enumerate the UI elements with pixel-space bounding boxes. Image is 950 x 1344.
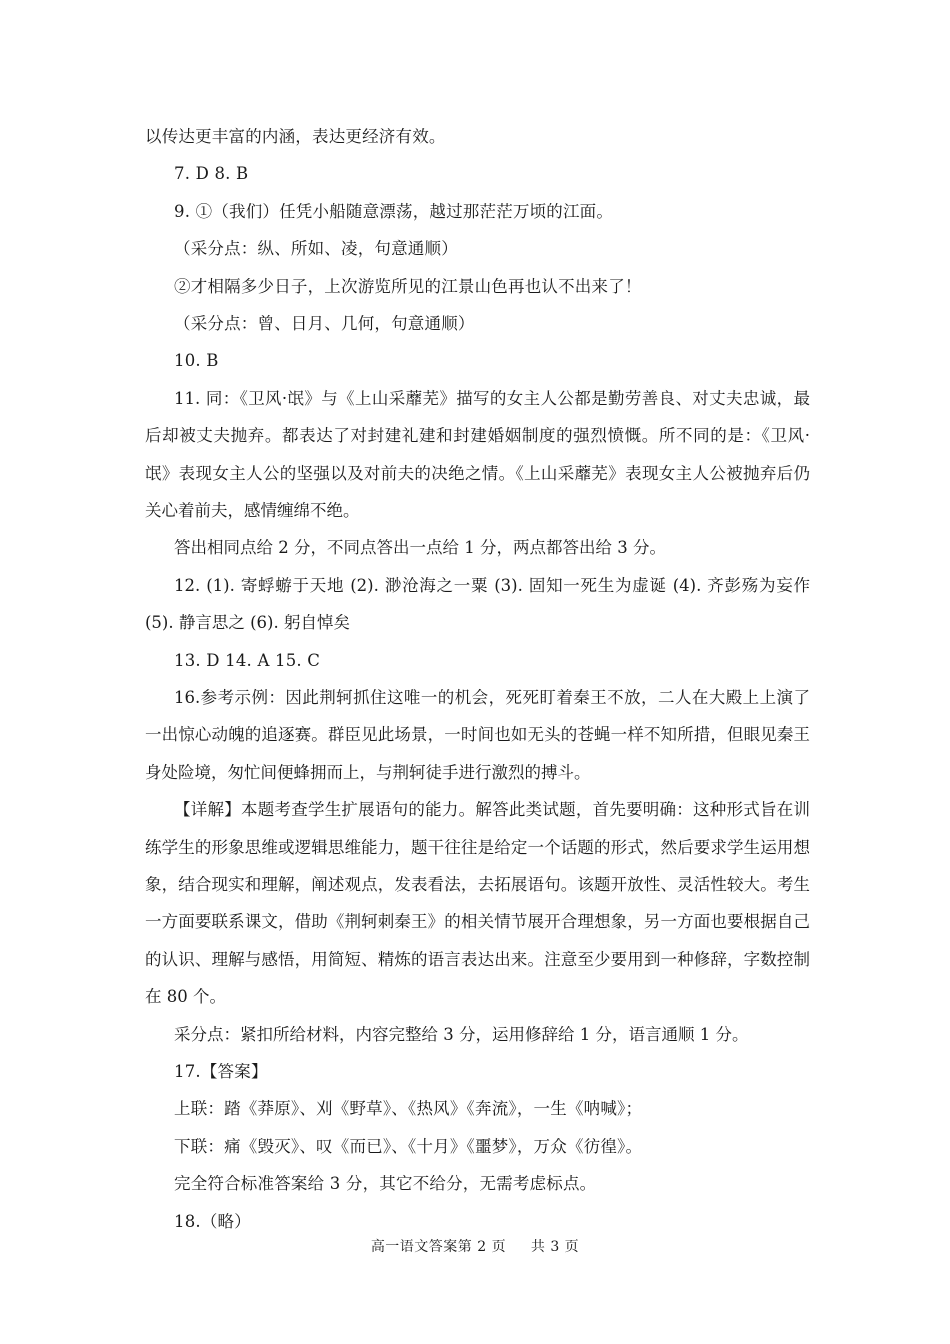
answer-17-scoring: 完全符合标准答案给 3 分，其它不给分，无需考虑标点。 [174,1174,597,1194]
answer-13-15: 13. D 14. A 15. C [174,650,321,670]
answer-16: 16.参考示例：因此荆轲抓住这唯一的机会，死死盯着秦王不放，二人在大殿上上演了一出惊心动魄的追逐赛。群臣见此场景，一时间也如无头的苍蝇一样不知所措，但眼见秦王身处险境，匆忙间便蜂拥而上，与荆轲徒手进行激烈的搏斗。 [145,687,810,782]
answer-12: 12. (1). 寄蜉蝣于天地 (2). 渺沧海之一粟 (3). 固知一死生为虚诞 (4). 齐彭殇为妄作 (5). 静言思之 (6). 躬自悼矣 [145,575,810,633]
answer-17-upper: 上联：踏《莽原》、刈《野草》、《热风》《奔流》，一生《呐喊》； [174,1099,643,1119]
answer-11-scoring: 答出相同点给 2 分，不同点答出一点给 1 分，两点都答出给 3 分。 [174,538,666,558]
answer-9-2-scoring: （采分点：曾、日月、几何，句意通顺） [174,313,475,333]
page-footer: 高一语文答案第 2 页 共 3 页 [370,1239,580,1255]
answer-9-2: ②才相隔多少日子，上次游览所见的江景山色再也认不出来了！ [174,276,642,296]
answer-18: 18.（略） [174,1211,251,1231]
answer-9-1: 9. ①（我们）任凭小船随意漂荡，越过那茫茫万顷的江面。 [174,201,614,221]
answer-16-scoring: 采分点：紧扣所给材料，内容完整给 3 分，运用修辞给 1 分，语言通顺 1 分。 [174,1024,749,1044]
answer-11: 11. 同：《卫风·氓》与《上山采蘼芜》描写的女主人公都是勤劳善良、对丈夫忠诚，最后却被丈夫抛弃。都表达了对封建礼建和封建婚姻制度的强烈愤慨。所不同的是：《卫风·氓》表现女主人公的坚强以及对前夫的决绝之情。《上山采蘼芜》表现女主人公被抛弃后仍关心着前夫，感情缠绵不绝。 [145,388,810,520]
answer-16-detail: 【详解】本题考查学生扩展语句的能力。解答此类试题，首先要明确：这种形式旨在训练学生的形象思维或逻辑思维能力，题干往往是给定一个话题的形式，然后要求学生运用想象，结合现实和理解，阐述观点，发表看法，去拓展语句。该题开放性、灵活性较大。考生一方面要联系课文，借助《荆轲刺秦王》的相关情节展开合理想象，另一方面也要根据自己的认识、理解与感悟，用简短、精炼的语言表达出来。注意至少要用到一种修辞，字数控制在 80 个。 [145,800,810,1007]
answer-17-lower: 下联：痛《毁灭》、叹《而已》、《十月》《噩梦》，万众《彷徨》。 [174,1136,643,1156]
answer-7-8: 7. D 8. B [174,164,249,184]
continuation-line: 以传达更丰富的内涵，表达更经济有效。 [145,127,446,146]
answer-17-heading: 17.【答案】 [174,1062,268,1082]
answer-9-1-scoring: （采分点：纵、所如、凌，句意通顺） [174,239,458,259]
answer-10: 10. B [174,351,219,371]
answer-page-body [145,118,810,1240]
